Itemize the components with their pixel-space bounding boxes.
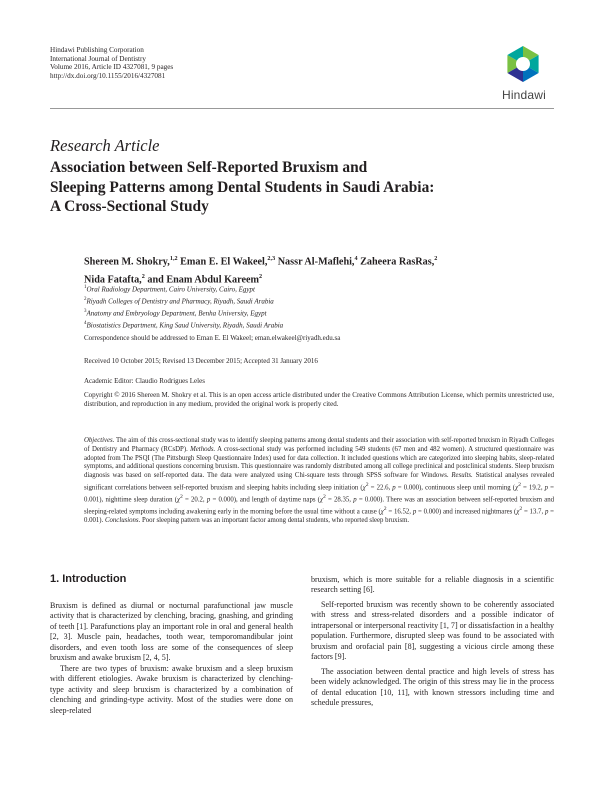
paragraph: Self-reported bruxism was recently shown to be coherently associated with stress and stress-related disorders and a possible indicator of intrapersonal or interpersonal reactivity [1, 7] or dissatisfaction in a healthy population. Furthermore, disrupted sleep was found to be associated with bruxism and orofacial pain [8], suggesting a vicious circle among these factors [9]. bbox=[311, 599, 554, 662]
hindawi-logo-text: Hindawi bbox=[501, 88, 547, 102]
author-affiliation-mark: 2 bbox=[259, 272, 263, 280]
publisher-name: Hindawi Publishing Corporation bbox=[50, 46, 144, 54]
article-type: Research Article bbox=[50, 136, 160, 155]
title-line: Association between Self-Reported Bruxism and bbox=[50, 159, 368, 176]
right-column bbox=[311, 575, 554, 708]
title-line: A Cross-Sectional Study bbox=[50, 198, 209, 215]
abstract-results: Statistical analyses revealed significant correlations between self-reported bruxism and sleeping habits including sleep initiation ( bbox=[84, 472, 555, 492]
author-line bbox=[84, 252, 554, 270]
affiliation: $^3$Anatomy and Embryology Department, Benha University, Egypt bbox=[84, 308, 267, 318]
paragraph: There are two types of bruxism: awake bruxism and a sleep bruxism with different etiologies. Awake bruxism is characterized by clenching-type activity and sleep bruxism is characterized by a combination of clenching and grinding-type activity. Most of the studies were done on sleep-related bbox=[50, 663, 293, 715]
article-dates: Received 10 October 2015; Revised 13 December 2015; Accepted 31 January 2016 bbox=[84, 357, 318, 365]
section-heading: 1. Introduction bbox=[50, 573, 127, 585]
abstract-conclusions: Poor sleeping pattern was an important factor among dental students, who reported sleep bruxism. bbox=[141, 517, 410, 525]
paragraph: bruxism, which is more suitable for a reliable diagnosis in a scientific research setting [6]. bbox=[311, 575, 554, 595]
author-name: Nida Fatafta, bbox=[84, 274, 142, 286]
abstract-conclusions-label: Conclusions. bbox=[104, 517, 141, 525]
affiliation: $^2$Riyadh Colleges of Dentistry and Pharmacy, Riyadh, Saudi Arabia bbox=[84, 296, 274, 306]
article-title bbox=[50, 158, 554, 217]
journal-header bbox=[50, 46, 350, 80]
copyright-notice: Copyright © 2016 Shereen M. Shokry et al. This is an open access article distributed under the Creative Commons Attribution License, which permits unrestricted use, distribution, and reproduction in any medium, provided the original work is properly cited. bbox=[84, 391, 554, 408]
correspondence: Correspondence should be addressed to Eman E. El Wakeel; eman.elwakeel@riyadh.edu.sa bbox=[84, 334, 341, 342]
affiliation: $^1$Oral Radiology Department, Cairo University, Cairo, Egypt bbox=[84, 285, 255, 294]
author-name: Zaheera RasRas, bbox=[360, 256, 435, 268]
left-column bbox=[50, 601, 293, 716]
paragraph: Bruxism is defined as diurnal or nocturnal parafunctional jaw muscle activity that is characterized by clenching, bracing, gnashing, and grinding of teeth [1]. Parafunctions play an important role in oral and general health [2, 3]. Muscle pain, headaches, tooth wear, temporomandibular joint disorders, and even tooth loss are some of the consequences of sleep bruxism and awake bruxism [2, 4, 5]. bbox=[50, 601, 293, 663]
abstract-methods: A cross-sectional study was performed including 549 students (67 men and 482 women). A structured questionnaire was adopted from The PSQI (The Pittsburgh Sleep Questionnaire Index) used for data collection. It included questions which are categorized into sleeping habits, sleep-related symptoms, and additional questions concerning bruxism. This questionnaire was randomly distributed among all college preclinical and postclinical students. Sleep bruxism diagnosis was based on self-reported data. The data were analyzed using Chi-square tests through SPSS software for Windows. bbox=[84, 445, 555, 480]
abstract-results-label: Results. bbox=[451, 472, 473, 480]
author-affiliation-mark: 2,3 bbox=[267, 255, 276, 262]
doi-link[interactable]: http://dx.doi.org/10.1155/2016/4327081 bbox=[50, 71, 166, 80]
abstract-objectives-label: Objectives. bbox=[84, 437, 115, 444]
author-name: and Enam Abdul Kareem bbox=[147, 274, 259, 286]
affiliation-list bbox=[84, 283, 554, 331]
paragraph: The association between dental practice and high levels of stress has been widely acknowledged. The origin of this stress may lie in the process of dental education [10, 11], with known stressors including time and schedule pressures, bbox=[311, 666, 554, 707]
academic-editor: Academic Editor: Claudio Rodrigues Leles bbox=[84, 377, 205, 385]
author-name: Shereen M. Shokry, bbox=[84, 256, 170, 268]
hindawi-logo bbox=[494, 44, 554, 104]
affiliation: $^4$Biostatistics Department, King Saud University, Riyadh, Saudi Arabia bbox=[84, 320, 284, 330]
abstract: Objectives. The aim of this cross-sectional study was to identify sleeping patterns among dental students and their association with self-reported bruxism in Riyadh Colleges of Dentistry and Pharmacy (RCsDP). Methods. A cross-sectional study was performed including 549 students (67 men and 482 women). A structured questionnaire was adopted from The PSQI (The Pittsburgh Sleep Questionnaire Index) used for data collection. It included questions which are categorized into sleeping habits, sleep-related symptoms, and additional questions concerning bruxism. This questionnaire was randomly distributed among all college preclinical and postclinical students. Sleep bruxism diagnosis was based on self-reported data. The data were analyzed using Chi-square tests through SPSS software for Windows. Results. Statistical analyses revealed significant correlations between self-reported bruxism and sleeping habits including sleep initiation ($\chi^2 = 22.6$, p = 0.000), continuous sleep until morning ($\chi^2 = 19.2$, p = 0.001), nighttime sleep duration ($\chi^2 = 20.2$, p = 0.000), and length of daytime naps ($\chi^2 = 28.35$, p = 0.000). There was an association between self-reported bruxism and sleeping-related symptoms including awakening early in the morning before the usual time without a cause ($\chi^2 = 16.52$, p = 0.000) and increased nightmares ($\chi^2 = 13.7$, p = 0.001). Conclusions. Poor sleeping pattern was an important factor among dental students, who reported sleep bruxism. bbox=[84, 437, 555, 525]
volume-info: Volume 2016, Article ID 4327081, 9 pages bbox=[50, 63, 174, 72]
abstract-methods-label: Methods. bbox=[190, 445, 216, 453]
author-affiliation-mark: 2 bbox=[141, 272, 145, 280]
header-divider bbox=[50, 108, 554, 109]
hindawi-logo-icon bbox=[503, 44, 543, 84]
title-line: Sleeping Patterns among Dental Students in Saudi Arabia: bbox=[50, 178, 435, 196]
author-affiliation-mark: 1,2 bbox=[169, 255, 178, 262]
journal-name: International Journal of Dentistry bbox=[50, 54, 147, 63]
abstract-objectives: The aim of this cross-sectional study was to identify sleeping patterns among dental students and their association with self-reported bruxism in Riyadh Colleges of Dentistry and Pharmacy (RCsDP). bbox=[84, 437, 555, 453]
author-name: Eman E. El Wakeel, bbox=[180, 256, 268, 268]
author-name: Nassr Al-Maflehi, bbox=[277, 256, 355, 268]
author-affiliation-mark: 2 bbox=[434, 255, 438, 262]
author-affiliation-mark: 4 bbox=[354, 255, 358, 262]
